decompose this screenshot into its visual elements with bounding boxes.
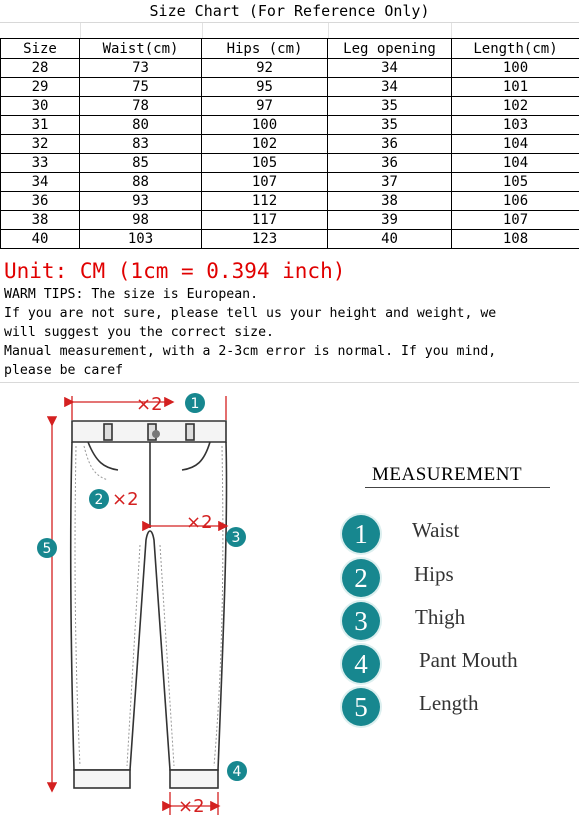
cell-waist: 83 <box>80 135 202 154</box>
cell-waist: 80 <box>80 116 202 135</box>
cell-length: 106 <box>452 192 579 211</box>
cell-hips: 112 <box>202 192 328 211</box>
cell-leg-opening: 37 <box>328 173 452 192</box>
col-header-length: Length(cm) <box>452 39 579 59</box>
table-row <box>1 154 579 173</box>
cell-hips: 117 <box>202 211 328 230</box>
marker-badge-4 <box>227 761 247 781</box>
cell-size: 36 <box>1 192 80 211</box>
cell-waist: 98 <box>80 211 202 230</box>
size-table-body <box>1 59 579 249</box>
legend-label: Pant Mouth <box>419 648 518 672</box>
cell-length: 108 <box>452 230 579 249</box>
cell-waist: 103 <box>80 230 202 249</box>
tip-line-5: please be caref <box>4 363 124 378</box>
cell-waist: 75 <box>80 78 202 97</box>
table-header-row <box>1 39 579 59</box>
cell-size: 38 <box>1 211 80 230</box>
cell-hips: 123 <box>202 230 328 249</box>
col-header-size: Size <box>1 39 80 59</box>
col-header-hips: Hips (cm) <box>202 39 328 59</box>
waist-multiplier: ×2 <box>136 394 163 415</box>
col-header-leg-opening: Leg opening <box>328 39 452 59</box>
svg-text:1: 1 <box>190 396 200 412</box>
measurement-arrows <box>52 396 226 815</box>
marker-badge-5 <box>37 538 57 558</box>
cell-length: 104 <box>452 154 579 173</box>
cell-size: 34 <box>1 173 80 192</box>
cell-size: 28 <box>1 59 80 78</box>
cell-waist: 78 <box>80 97 202 116</box>
cell-size: 40 <box>1 230 80 249</box>
legend-label: Waist <box>412 518 460 542</box>
cell-hips: 97 <box>202 97 328 116</box>
cell-leg-opening: 34 <box>328 59 452 78</box>
cell-waist: 88 <box>80 173 202 192</box>
svg-text:4: 4 <box>232 764 242 780</box>
hips-multiplier: ×2 <box>112 489 139 510</box>
legend-badge: 5 <box>342 688 380 726</box>
cell-leg-opening: 35 <box>328 97 452 116</box>
mouth-multiplier: ×2 <box>178 796 205 817</box>
cell-length: 100 <box>452 59 579 78</box>
cell-leg-opening: 35 <box>328 116 452 135</box>
cell-leg-opening: 36 <box>328 135 452 154</box>
cell-length: 105 <box>452 173 579 192</box>
table-row <box>1 78 579 97</box>
tip-line-2: If you are not sure, please tell us your height and weight, we <box>4 306 497 321</box>
cell-hips: 102 <box>202 135 328 154</box>
cell-size: 33 <box>1 154 80 173</box>
legend-label: Length <box>419 691 479 715</box>
cell-hips: 100 <box>202 116 328 135</box>
cell-length: 107 <box>452 211 579 230</box>
unit-note: Unit: CM (1cm = 0.394 inch) <box>4 259 346 283</box>
col-header-waist: Waist(cm) <box>80 39 202 59</box>
marker-badge-2 <box>89 489 109 509</box>
cell-size: 32 <box>1 135 80 154</box>
marker-badge-1 <box>185 393 205 413</box>
cell-size: 31 <box>1 116 80 135</box>
legend-badge: 4 <box>342 645 380 683</box>
legend-underline <box>365 487 550 488</box>
cell-waist: 73 <box>80 59 202 78</box>
cell-leg-opening: 34 <box>328 78 452 97</box>
cell-leg-opening: 39 <box>328 211 452 230</box>
cell-hips: 107 <box>202 173 328 192</box>
table-row <box>1 230 579 249</box>
warm-tips-line: WARM TIPS: The size is European. <box>4 287 259 302</box>
cell-leg-opening: 36 <box>328 154 452 173</box>
tip-line-3: will suggest you the correct size. <box>4 325 274 340</box>
legend-badge: 1 <box>342 515 380 553</box>
svg-text:2: 2 <box>94 492 104 508</box>
legend-label: Hips <box>414 562 454 586</box>
legend-badge: 3 <box>342 602 380 640</box>
legend-title: MEASUREMENT <box>372 464 523 485</box>
size-table <box>0 38 579 249</box>
pants-outline <box>71 421 227 788</box>
table-row <box>1 116 579 135</box>
svg-text:3: 3 <box>231 530 241 546</box>
cell-waist: 93 <box>80 192 202 211</box>
cell-size: 30 <box>1 97 80 116</box>
cell-length: 103 <box>452 116 579 135</box>
cell-hips: 92 <box>202 59 328 78</box>
thigh-multiplier: ×2 <box>186 512 213 533</box>
table-row <box>1 135 579 154</box>
pants-measurement-diagram <box>0 383 579 825</box>
cell-length: 104 <box>452 135 579 154</box>
table-row <box>1 211 579 230</box>
tip-line-4: Manual measurement, with a 2-3cm error is normal. If you mind, <box>4 344 497 359</box>
cell-length: 102 <box>452 97 579 116</box>
cell-waist: 85 <box>80 154 202 173</box>
svg-text:5: 5 <box>42 541 52 557</box>
notes-section <box>0 256 579 383</box>
cell-hips: 105 <box>202 154 328 173</box>
marker-badge-3 <box>226 527 246 547</box>
cell-leg-opening: 40 <box>328 230 452 249</box>
chart-title: Size Chart (For Reference Only) <box>149 2 430 20</box>
table-row <box>1 97 579 116</box>
button-icon <box>152 430 160 438</box>
table-row <box>1 192 579 211</box>
table-row <box>1 173 579 192</box>
cell-hips: 95 <box>202 78 328 97</box>
table-row <box>1 59 579 78</box>
header-spacer-band <box>0 22 579 39</box>
legend-badge: 2 <box>342 559 380 597</box>
cell-size: 29 <box>1 78 80 97</box>
cell-leg-opening: 38 <box>328 192 452 211</box>
cell-length: 101 <box>452 78 579 97</box>
legend-label: Thigh <box>415 605 466 629</box>
